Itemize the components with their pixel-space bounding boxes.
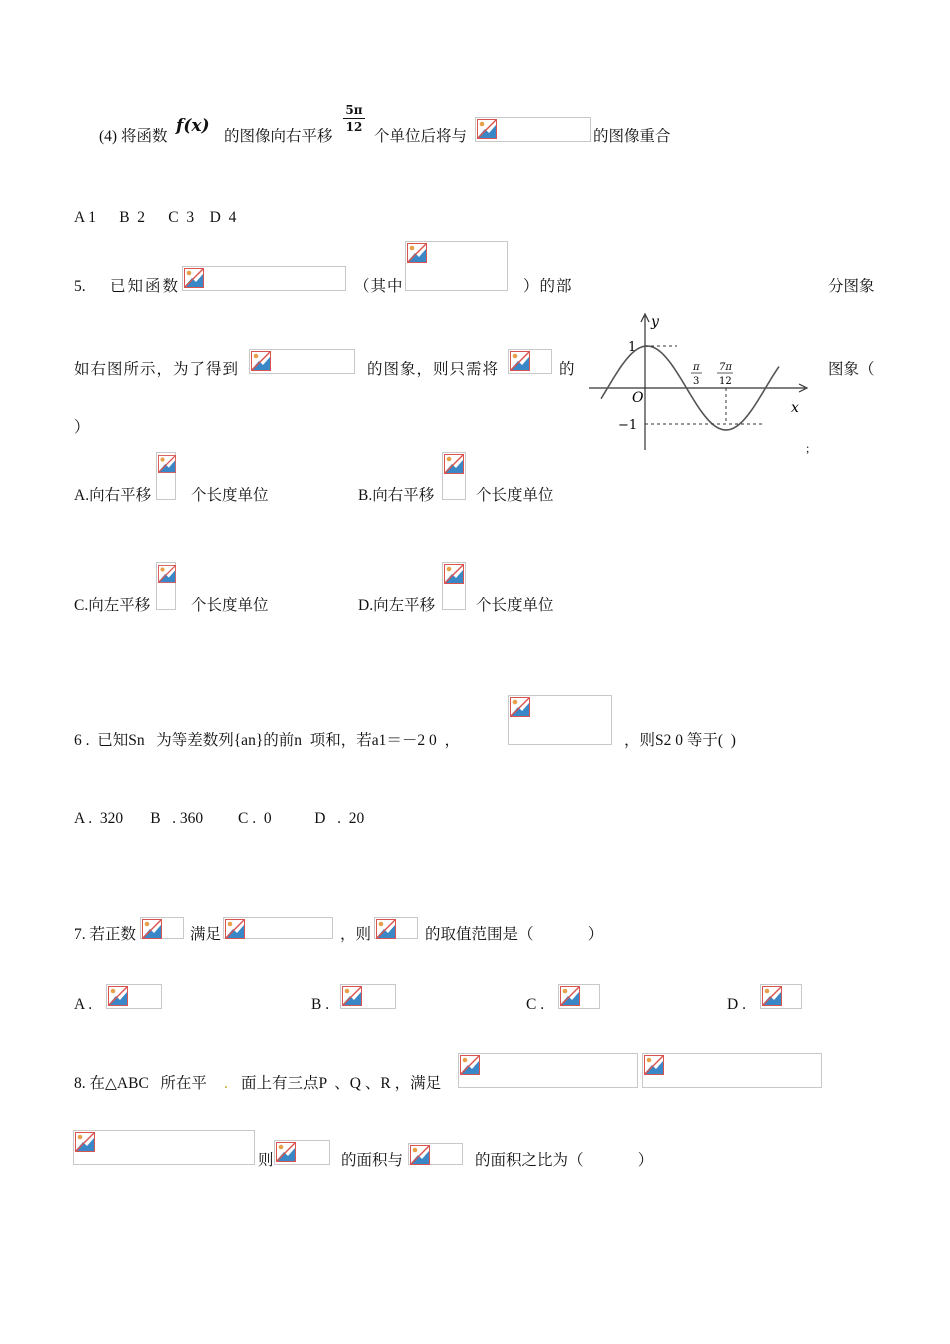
q5-paren-close: ）的部 [523,278,573,295]
broken-image-icon [276,1142,296,1162]
broken-image-placeholder [73,1130,255,1165]
q7-a: 7. 若正数 [74,926,137,943]
q5-option-c: C.向左平移 [74,597,151,614]
q4-fraction [343,103,365,134]
q8-a: 8. 在△ABC 所在平 [74,1075,207,1092]
broken-image-icon [510,351,530,371]
broken-image-icon [142,919,162,939]
broken-image-icon [410,1145,430,1165]
broken-image-icon [444,454,464,474]
q8-b: 面上有三点P 、Q 、R ，满足 [241,1075,442,1092]
broken-image-icon [225,919,245,939]
q5-option-a-unit: 个长度单位 [191,487,269,504]
q7-option-a: A . [74,996,93,1013]
q5-option-b: B.向右平移 [358,487,435,504]
broken-image-placeholder [374,917,418,939]
q5-number: 5. [74,278,86,295]
broken-image-icon [342,986,362,1006]
q5-line2-right: 图象（ [828,361,875,378]
sine-graph [585,310,815,455]
q6-text: 6 . 已知Sn 为等差数列{an}的前n 项和，若a1＝－2 0 ， [74,732,461,749]
y-neg-one-label: −1 [618,418,638,433]
q7-b: 满足 [190,926,222,943]
broken-image-placeholder [140,917,184,939]
q7-c: ，则 [340,926,372,943]
q5-line2-b: 的图象，则只需将 [367,361,500,378]
broken-image-placeholder [106,984,162,1009]
q5-option-d: D.向左平移 [358,597,436,614]
broken-image-icon [477,119,497,139]
q7-option-d: D . [727,996,746,1013]
broken-image-placeholder [274,1140,330,1165]
q5-right-text: 分图象 [828,278,875,295]
tick1-den: 3 [693,376,700,387]
q4-fx: f(x) [176,116,210,136]
x-axis-label: x [791,400,799,416]
q4-mid: 的图像向右平移 [224,128,333,145]
broken-image-icon [376,919,396,939]
broken-image-placeholder [642,1053,822,1088]
broken-image-icon [108,986,128,1006]
tick1-num: π [693,362,700,373]
broken-image-placeholder [156,562,176,610]
q4-prefix: (4) 将函数 [99,128,168,145]
q5-line2-a: 如右图所示，为了得到 [74,361,240,378]
q8-d: 的面积与 [341,1152,404,1169]
broken-image-placeholder [182,266,346,291]
broken-image-placeholder [249,349,355,374]
broken-image-icon [444,564,464,584]
broken-image-placeholder [408,1143,463,1165]
q4-suffix: 的图像重合 [593,128,671,145]
q8-e: 的面积之比为（ ） [475,1152,654,1169]
broken-image-placeholder [508,695,612,745]
broken-image-icon [184,268,204,288]
q5-option-d-unit: 个长度单位 [476,597,554,614]
broken-image-placeholder [558,984,600,1009]
q8-dot: . [224,1075,228,1092]
broken-image-icon [158,564,176,584]
q6-options: A . 320 B . 360 C . 0 D . 20 [74,810,365,827]
q5-option-a: A.向右平移 [74,487,152,504]
broken-image-placeholder [156,452,176,500]
y-one-label: 1 [628,340,637,355]
broken-image-placeholder [508,349,552,374]
broken-image-icon [510,697,530,717]
q5-paren-open: （其中 [354,278,404,295]
broken-image-icon [644,1055,664,1075]
broken-image-icon [762,986,782,1006]
broken-image-placeholder [458,1053,638,1088]
q7-d: 的取值范围是（ ） [425,926,604,943]
q4-frac-bar [343,118,365,119]
q4-options: A 1 B 2 C 3 D 4 [74,209,237,226]
broken-image-placeholder [442,452,466,500]
q4-after-frac: 个单位后将与 [374,128,468,145]
broken-image-placeholder [442,562,466,610]
q5-option-c-unit: 个长度单位 [191,597,269,614]
graph-semicolon: ; [806,441,810,455]
q7-option-b: B . [311,996,330,1013]
q5-text1: 已知函数 [110,278,181,295]
q8-c: 则 [258,1152,274,1169]
y-axis-label: y [651,314,659,330]
broken-image-icon [460,1055,480,1075]
q5-option-b-unit: 个长度单位 [476,487,554,504]
broken-image-placeholder [223,917,333,939]
broken-image-icon [560,986,580,1006]
q4-frac-den: 12 [345,120,363,134]
q6-text2: ，则S2 0 等于( ) [624,732,736,749]
broken-image-placeholder [475,117,591,142]
q5-line3: ） [74,419,90,436]
q5-line2-c: 的 [559,361,575,378]
broken-image-placeholder [760,984,802,1009]
q4-frac-num: 5π [345,103,363,117]
tick2-den: 12 [719,376,732,387]
q7-option-c: C . [526,996,545,1013]
broken-image-placeholder [405,241,508,291]
origin-label: O [632,390,644,406]
broken-image-icon [158,454,176,474]
broken-image-placeholder [340,984,396,1009]
broken-image-icon [251,351,271,371]
tick2-num: 7π [719,362,732,373]
broken-image-icon [407,243,427,263]
broken-image-icon [75,1132,95,1152]
